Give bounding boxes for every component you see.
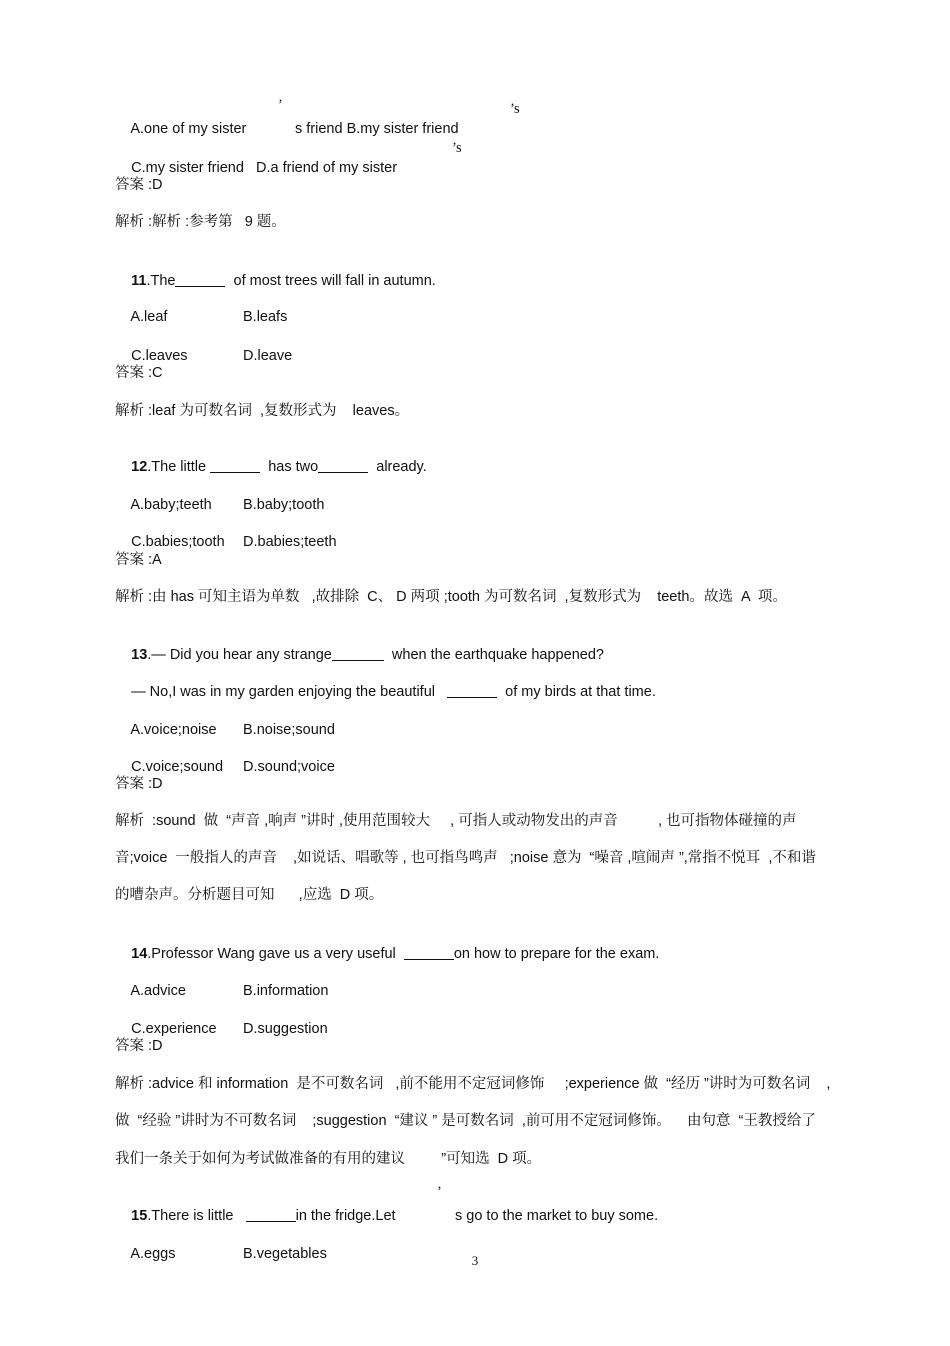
q14-stem xyxy=(115,927,659,981)
q12-analysis: 解析 :由 has 可知主语为单数 ,故排除 C、 D 两项 ;tooth 为可数名词 ,复数形式为 teeth。故选 A 项。 xyxy=(115,589,787,605)
q14-stem-post: on how to prepare for the exam. xyxy=(453,946,660,962)
q10-option-cd: C.my sister friend D.a friend of my sister xyxy=(131,160,398,176)
q10-apostrophe-d: ’s xyxy=(452,140,462,156)
q15-number: 15 xyxy=(131,1208,148,1224)
q12-blank-1 xyxy=(210,458,260,473)
q12-stem-post: already. xyxy=(376,459,427,475)
q13-line2-pre: — No,I was in my garden enjoying the beautiful xyxy=(131,684,435,700)
q15-option-a: A.eggs xyxy=(130,1246,176,1262)
q14-option-d: D.suggestion xyxy=(243,1021,328,1037)
q14-option-a: A.advice xyxy=(130,983,186,999)
q11-analysis: 解析 :leaf 为可数名词 ,复数形式为 leaves。 xyxy=(115,403,410,419)
q11-option-d: D.leave xyxy=(243,348,293,364)
q13-analysis-line-1: 解析 :sound 做 “声音 ,响声 ”讲时 ,使用范围较大 , 可指人或动物发出的声音 , 也可指物体碰撞的声 xyxy=(115,813,797,829)
q13-option-d: D.sound;voice xyxy=(243,759,335,775)
q13-blank-2 xyxy=(447,683,497,698)
q14-blank xyxy=(404,945,454,960)
q14-analysis-line-1: 解析 :advice 和 information 是不可数名词 ,前不能用不定冠词修饰 ;experience 做 “经历 ”讲时为可数名词 , xyxy=(115,1076,831,1092)
q12-number: 12 xyxy=(131,459,148,475)
q13-option-c: C.voice;sound xyxy=(131,759,224,775)
q14-analysis-line-3: 我们一条关于如何为考试做准备的有用的建议 ”可知选 D 项。 xyxy=(115,1151,542,1167)
q13-answer: 答案 :D xyxy=(115,776,163,792)
q12-option-c: C.babies;tooth xyxy=(131,534,225,550)
q10-answer: 答案 :D xyxy=(115,177,163,193)
q12-answer: 答案 :A xyxy=(115,552,162,568)
q13-number: 13 xyxy=(131,647,148,663)
q12-stem-pre: .The little xyxy=(147,459,207,475)
q11-blank xyxy=(175,272,225,287)
q12-stem-mid: has two xyxy=(268,459,319,475)
q14-number: 14 xyxy=(131,946,148,962)
q11-option-a: A.leaf xyxy=(130,309,168,325)
q15-apostrophe: ’ xyxy=(437,1184,442,1200)
q13-blank-1 xyxy=(332,646,384,661)
q11-option-b: B.leafs xyxy=(243,309,288,325)
q11-stem-post: of most trees will fall in autumn. xyxy=(233,273,436,289)
q15-stem-rest: s go to the market to buy some. xyxy=(455,1208,659,1224)
q10-option-b: s friend B.my sister friend xyxy=(295,121,459,137)
q10-apostrophe-b: ’s xyxy=(510,101,520,117)
q13-option-a: A.voice;noise xyxy=(130,722,217,738)
q12-option-d: D.babies;teeth xyxy=(243,534,337,550)
q11-stem-pre: .The xyxy=(146,273,176,289)
q12-option-b: B.baby;tooth xyxy=(243,497,325,513)
q14-option-b: B.information xyxy=(243,983,329,999)
q11-answer: 答案 :C xyxy=(115,365,163,381)
q15-blank xyxy=(246,1207,296,1222)
q13-option-b: B.noise;sound xyxy=(243,722,335,738)
q14-analysis-line-2: 做 “经验 ”讲时为不可数名词 ;suggestion “建议 ” 是可数名词 ,前可用不定冠词修饰。 由句意 “王教授给了 xyxy=(115,1113,816,1129)
page-number: 3 xyxy=(471,1253,479,1268)
q10-analysis: 解析 :解析 :参考第 9 题。 xyxy=(115,214,286,230)
q13-analysis-line-3: 的嘈杂声。分析题目可知 ,应选 D 项。 xyxy=(115,887,384,903)
q12-option-a: A.baby;teeth xyxy=(130,497,212,513)
q13-line2-post: of my birds at that time. xyxy=(505,684,656,700)
q10-apostrophe-a: ’ xyxy=(278,97,283,113)
q13-stem-pre: .— Did you hear any strange xyxy=(147,647,332,663)
q14-answer: 答案 :D xyxy=(115,1038,163,1054)
q14-option-c: C.experience xyxy=(131,1021,217,1037)
q13-analysis-line-2: 音;voice 一般指人的声音 ,如说话、唱歌等 , 也可指鸟鸣声 ;noise 意为 “噪音 ,喧闹声 ”,常指不悦耳 ,不和谐 xyxy=(115,850,816,866)
q12-blank-2 xyxy=(318,458,368,473)
q11-number: 11 xyxy=(131,273,147,289)
q10-option-a: A.one of my sister xyxy=(130,121,247,137)
q14-stem-pre: .Professor Wang gave us a very useful xyxy=(147,946,396,962)
q15-stem-mid: in the fridge.Let xyxy=(295,1208,396,1224)
q15-stem-pre: .There is little xyxy=(147,1208,234,1224)
q15-option-b: B.vegetables xyxy=(243,1246,327,1262)
q11-option-c: C.leaves xyxy=(131,348,188,364)
q13-stem-post: when the earthquake happened? xyxy=(391,647,604,663)
